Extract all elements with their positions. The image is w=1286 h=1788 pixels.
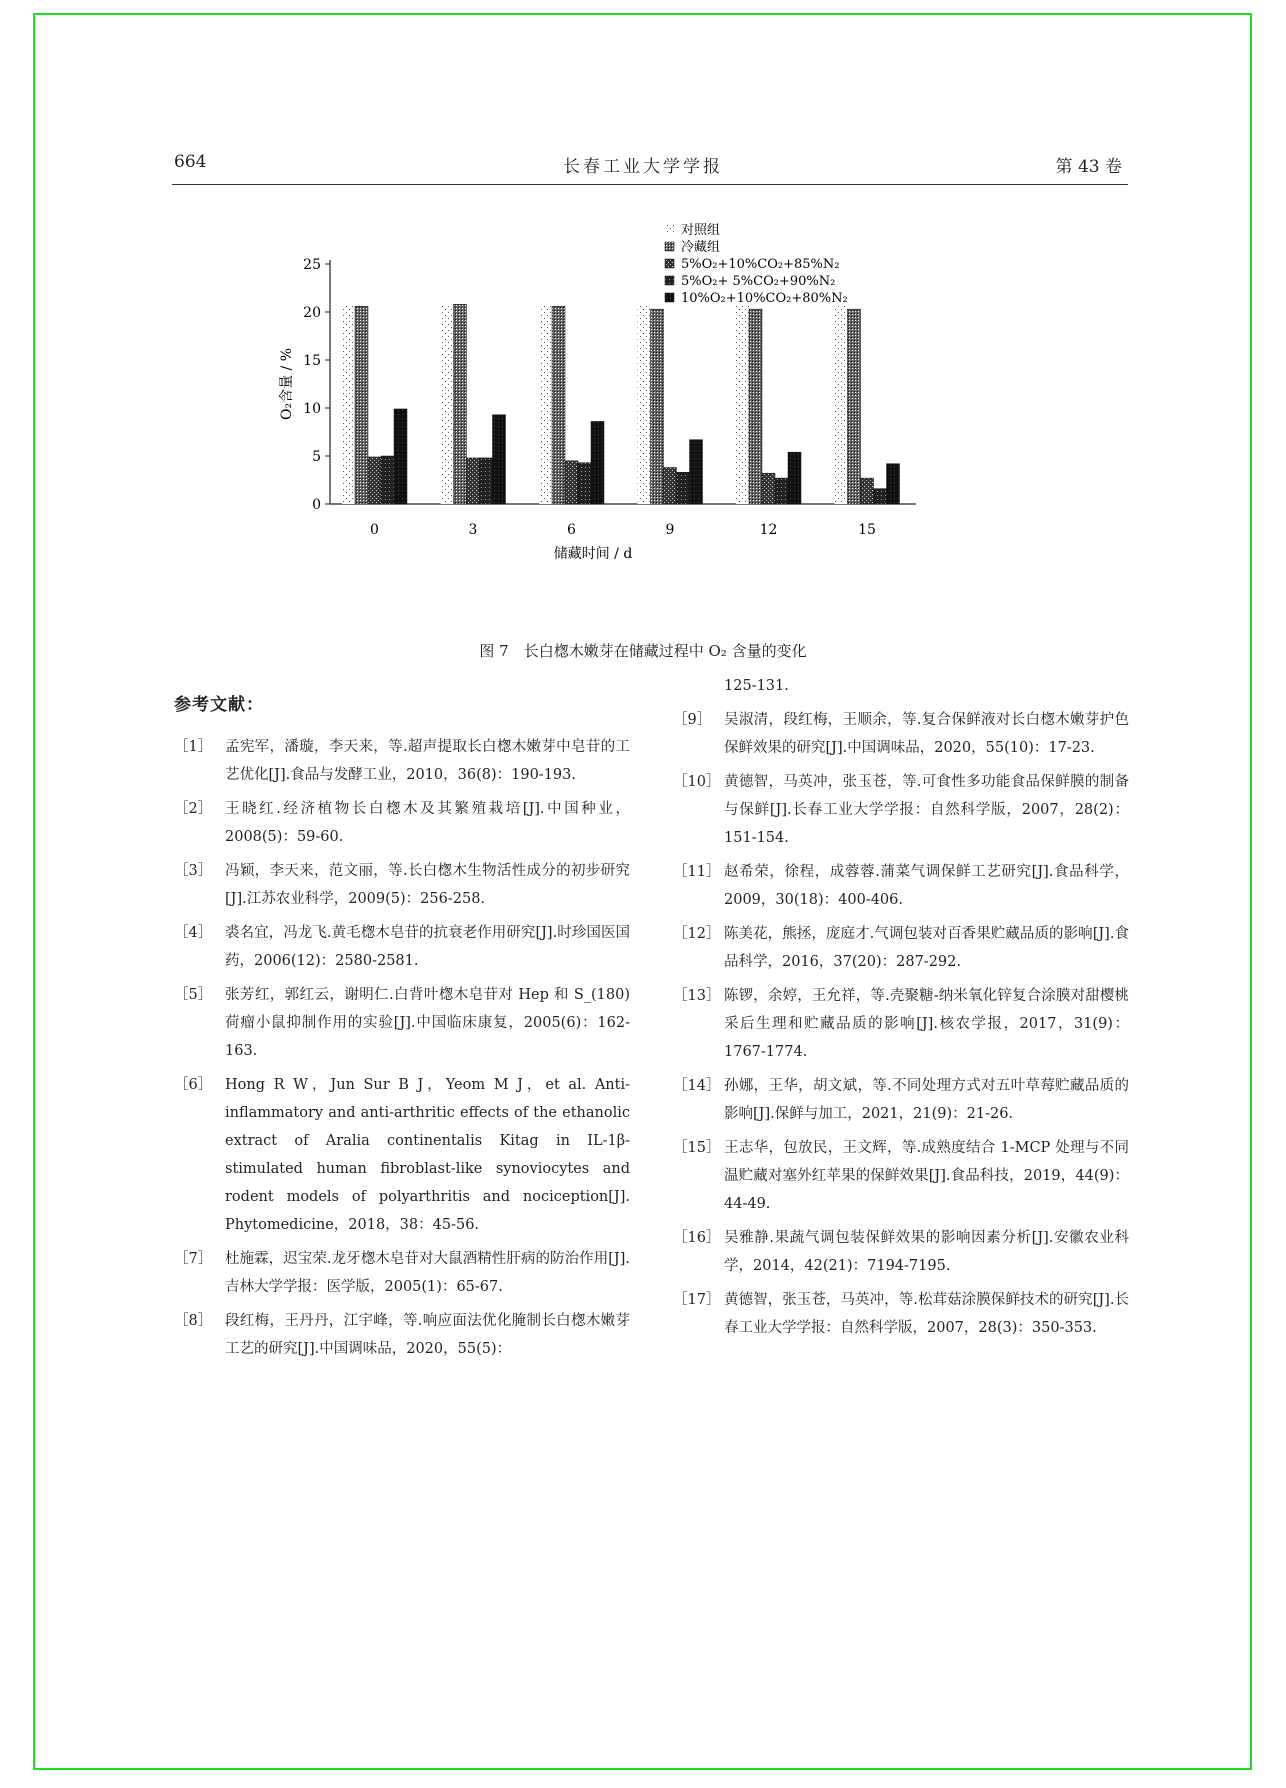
bar-4-0	[381, 456, 394, 504]
journal-title: 长春工业大学学报	[563, 157, 723, 177]
reference-item	[673, 920, 1129, 976]
x-tick-label: 0	[370, 522, 379, 538]
reference-number: ［5］	[174, 987, 213, 1003]
bar-3-0	[368, 457, 381, 504]
bar-2-12	[749, 309, 762, 504]
reference-text: 吴淑清，段红梅，王顺余，等.复合保鲜液对长白楤木嫩芽护色保鲜效果的研究[J].中国调味品，2020，55(10)：17-23.	[724, 712, 1129, 756]
reference-item	[174, 795, 630, 851]
reference-text: 冯颖，李天来，范文丽，等.长白楤木生物活性成分的初步研究[J].江苏农业科学，2009(5)：256-258.	[225, 863, 630, 907]
bar-5-9	[690, 440, 703, 504]
bar-1-12	[736, 304, 749, 504]
reference-item	[174, 1071, 630, 1239]
reference-item	[174, 981, 630, 1065]
reference-number: ［11］	[673, 864, 721, 880]
reference-text: 黄德智，马英冲，张玉苍，等.可食性多功能食品保鲜膜的制备与保鲜[J].长春工业大学学报：自然科学版，2007，28(2)：151-154.	[724, 774, 1129, 846]
reference-number: ［8］	[174, 1313, 213, 1329]
reference-number: ［14］	[673, 1078, 721, 1094]
reference-number: ［9］	[673, 712, 712, 728]
bar-4-9	[677, 472, 690, 504]
y-tick-label: 10	[303, 401, 321, 417]
chart-legend	[665, 222, 848, 306]
reference-item	[673, 1224, 1129, 1280]
y-tick-label: 5	[312, 449, 321, 465]
bar-2-9	[651, 309, 664, 504]
y-tick-label: 25	[303, 257, 321, 273]
y-tick-label: 15	[303, 353, 321, 369]
reference-number: ［6］	[174, 1077, 213, 1093]
reference-item	[673, 982, 1129, 1066]
reference-text: 孟宪军，潘璇，李天来，等.超声提取长白楤木嫩芽中皂苷的工艺优化[J].食品与发酵工业，2010，36(8)：190-193.	[225, 739, 630, 783]
y-axis-label: O₂含量 / %	[279, 347, 295, 421]
references-title: 参考文献：	[174, 695, 264, 715]
reference-item	[174, 1245, 630, 1301]
reference-number: ［15］	[673, 1140, 721, 1156]
bar-5-15	[887, 464, 900, 504]
page-number: 664	[174, 152, 207, 172]
figure-caption: 图 7 长白楤木嫩芽在储藏过程中 O₂ 含量的变化	[479, 642, 807, 660]
reference-item	[673, 1286, 1129, 1342]
chart-bars	[342, 304, 900, 504]
x-tick-label: 15	[858, 522, 876, 538]
legend-swatch	[665, 225, 674, 234]
legend-label: 5%O₂+10%CO₂+85%N₂	[681, 257, 840, 272]
bar-4-15	[874, 489, 887, 504]
references-left-column	[174, 685, 630, 1369]
reference-item	[174, 1307, 630, 1363]
bar-2-3	[454, 304, 467, 504]
reference-number: ［12］	[673, 926, 721, 942]
reference-text: 王晓红.经济植物长白楤木及其繁殖栽培[J].中国种业，2008(5)：59-60.	[225, 801, 630, 845]
bar-4-12	[775, 478, 788, 504]
bar-2-6	[552, 306, 565, 504]
bar-5-6	[591, 421, 604, 504]
reference-text: 吴雅静.果蔬气调包装保鲜效果的影响因素分析[J].安徽农业科学，2014，42(21)：7194-7195.	[724, 1230, 1129, 1274]
reference-number: ［7］	[174, 1251, 213, 1267]
legend-label: 冷藏组	[681, 240, 721, 255]
reference-text: 孙娜，王华，胡文斌，等.不同处理方式对五叶草莓贮藏品质的影响[J].保鲜与加工，2021，21(9)：21-26.	[724, 1078, 1129, 1122]
reference-text: 裘名宜，冯龙飞.黄毛楤木皂苷的抗衰老作用研究[J].时珍国医国药，2006(12)：2580-2581.	[225, 925, 630, 969]
reference-text: 张芳红，郭红云，谢明仁.白背叶楤木皂苷对 Hep 和 S_(180)荷瘤小鼠抑制作用的实验[J].中国临床康复，2005(6)：162-163.	[225, 987, 630, 1059]
bar-5-12	[788, 452, 801, 504]
bar-1-3	[441, 304, 454, 504]
reference-item	[673, 1134, 1129, 1218]
reference-number: ［10］	[673, 774, 721, 790]
reference-number: ［2］	[174, 801, 213, 817]
bar-3-3	[467, 458, 480, 504]
bar-3-12	[762, 473, 775, 504]
legend-label: 5%O₂+ 5%CO₂+90%N₂	[681, 274, 836, 289]
legend-swatch	[665, 276, 674, 285]
volume-label: 第 43 卷	[1055, 157, 1122, 177]
bar-2-15	[848, 309, 861, 504]
x-tick-label: 6	[567, 522, 576, 538]
reference-number: ［1］	[174, 739, 213, 755]
x-axis-label: 储藏时间 / d	[553, 546, 633, 562]
bar-chart	[279, 215, 1030, 625]
reference-item	[673, 858, 1129, 914]
reference-number: ［13］	[673, 988, 721, 1004]
bar-1-6	[539, 304, 552, 504]
reference-number: ［16］	[673, 1230, 721, 1246]
x-tick-label: 3	[468, 522, 478, 538]
legend-swatch	[665, 293, 674, 302]
reference-item	[174, 919, 630, 975]
bar-3-9	[664, 468, 677, 504]
bar-1-9	[638, 304, 651, 504]
reference-text: Hong R W，Jun Sur B J，Yeom M J，et al. Anti-inflammatory and anti-arthritic effects of the ethanolic extract of Aralia continentalis Kitag in IL-1β-stimulated human fibroblast-like synoviocytes and rodent models of polyarthritis and nociception[J]. Phytomedicine，2018，38：45-56.	[225, 1077, 630, 1233]
reference-item	[673, 1072, 1129, 1128]
bar-3-15	[861, 478, 874, 504]
bar-2-0	[355, 306, 368, 504]
reference-text: 赵希荣，徐程，成蓉蓉.蒲菜气调保鲜工艺研究[J].食品科学，2009，30(18)：400-406.	[724, 864, 1129, 908]
legend-swatch	[665, 242, 674, 251]
legend-label: 对照组	[681, 223, 721, 238]
reference-text: 杜施霖，迟宝荣.龙牙楤木皂苷对大鼠酒精性肝病的防治作用[J].吉林大学学报：医学版，2005(1)：65-67.	[225, 1251, 630, 1295]
legend-swatch	[665, 259, 674, 268]
reference-item	[673, 768, 1129, 852]
references-right-column	[673, 672, 1129, 1348]
bar-3-6	[565, 461, 578, 504]
bar-1-15	[835, 304, 848, 504]
legend-label: 10%O₂+10%CO₂+80%N₂	[681, 291, 848, 306]
y-tick-label: 20	[303, 305, 321, 321]
x-tick-label: 9	[665, 522, 675, 538]
reference-text: 黄德智，张玉苍，马英冲，等.松茸菇涂膜保鲜技术的研究[J].长春工业大学学报：自然科学版，2007，28(3)：350-353.	[724, 1292, 1129, 1336]
reference-text: 陈美花，熊拯，庞庭才.气调包装对百香果贮藏品质的影响[J].食品科学，2016，37(20)：287-292.	[724, 926, 1129, 970]
reference-text: 段红梅，王丹丹，江宇峰，等.响应面法优化腌制长白楤木嫩芽工艺的研究[J].中国调味品，2020，55(5)：	[225, 1313, 630, 1357]
reference-text: 陈锣，余婷，王允祥，等.壳聚糖-纳米氧化锌复合涂膜对甜樱桃采后生理和贮藏品质的影响[J].核农学报，2017，31(9)：1767-1774.	[724, 988, 1129, 1060]
reference-number: ［3］	[174, 863, 213, 879]
bar-5-3	[493, 415, 506, 504]
x-tick-label: 12	[759, 522, 778, 538]
reference-number: ［4］	[174, 925, 213, 941]
reference-item	[174, 857, 630, 913]
bar-1-0	[342, 304, 355, 504]
reference-text: 王志华，包放民，王文辉，等.成熟度结合 1-MCP 处理与不同温贮藏对塞外红苹果的保鲜效果[J].食品科技，2019，44(9)：44-49.	[724, 1140, 1129, 1212]
reference-continuation: 125-131.	[724, 678, 789, 694]
reference-number: ［17］	[673, 1292, 721, 1308]
reference-item	[673, 706, 1129, 762]
header-rule	[172, 184, 1128, 185]
bar-4-6	[578, 463, 591, 504]
reference-item	[174, 733, 630, 789]
y-tick-label: 0	[312, 497, 321, 513]
bar-5-0	[394, 409, 407, 504]
bar-4-3	[480, 458, 493, 504]
